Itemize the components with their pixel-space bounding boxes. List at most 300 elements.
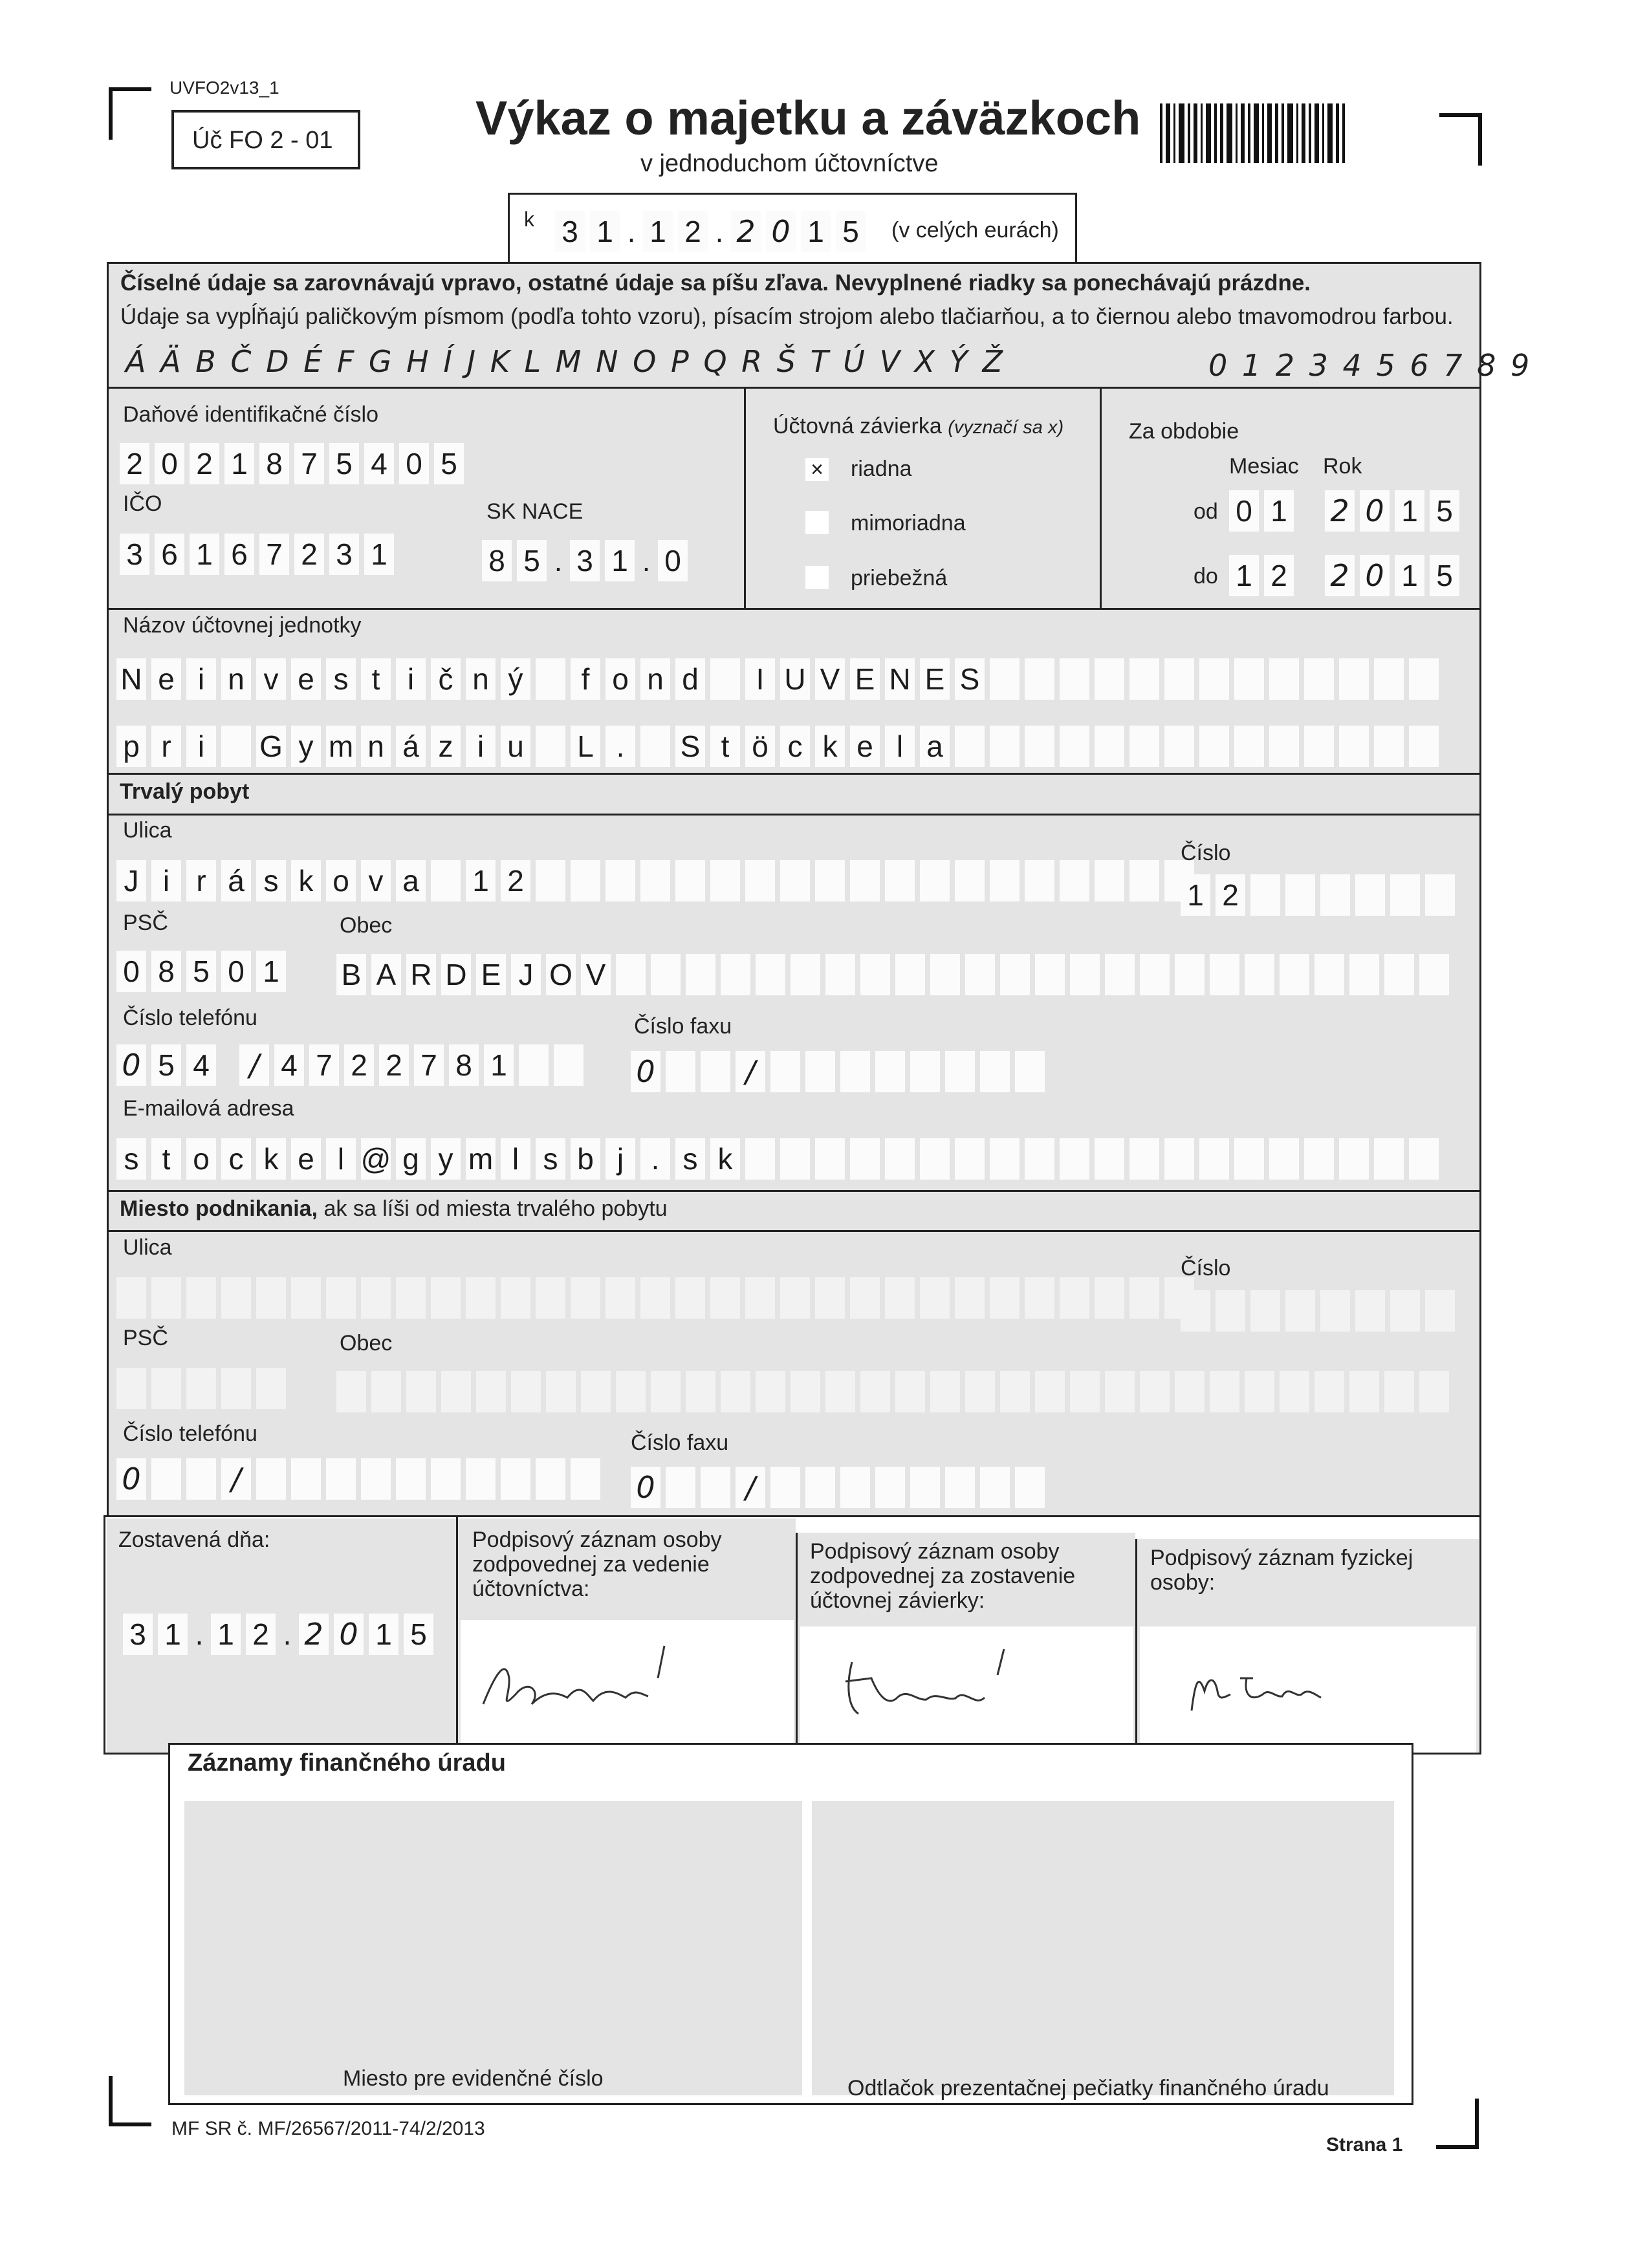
character-cell [840, 1051, 870, 1092]
date-char: 1 [590, 211, 620, 252]
character-cell [1070, 954, 1100, 995]
character-cell: E [850, 658, 880, 700]
character-cell: 7 [414, 1044, 444, 1086]
character-cell [1339, 658, 1369, 700]
month-char: 0 [1229, 490, 1259, 532]
character-cell: s [256, 860, 286, 902]
character-cell [791, 1371, 820, 1412]
character-cell: i [396, 658, 426, 700]
character-cell [1425, 874, 1455, 916]
evidence-number-label: Miesto pre evidenčné číslo [343, 2066, 604, 2091]
character-cell [221, 726, 251, 767]
sknace-char: 8 [482, 540, 512, 581]
compiled-label: Zostavená dňa: [118, 1528, 270, 1552]
residence-number-label: Číslo [1181, 841, 1231, 865]
character-cell [431, 1458, 461, 1500]
character-cell [1210, 1371, 1239, 1412]
period-from-label: od [1194, 499, 1218, 524]
character-cell [1095, 860, 1124, 902]
character-cell: 7 [309, 1044, 339, 1086]
character-cell [920, 1277, 950, 1319]
character-cell [1060, 658, 1089, 700]
character-cell [1419, 954, 1449, 995]
character-cell [571, 1458, 600, 1500]
business-street-cells[interactable] [116, 1277, 1194, 1319]
character-cell [536, 860, 565, 902]
character-cell [1355, 874, 1385, 916]
instructions-line2: Údaje sa vypĺňajú paličkovým písmom (podľa tohto vzoru), písacím strojom alebo tlačiarňou, a to čiernou alebo tmavomodrou farbou. [120, 304, 1454, 329]
sknace-label: SK NACE [486, 499, 583, 524]
business-phone-label: Číslo telefónu [123, 1421, 257, 1446]
character-cell [396, 1458, 426, 1500]
closing-priebezna-checkbox[interactable] [805, 566, 829, 589]
signature-closing [826, 1636, 1072, 1733]
character-cell [431, 860, 461, 902]
character-cell: n [361, 726, 391, 767]
entity-name-line2[interactable] [116, 726, 1439, 767]
character-cell: t [710, 726, 740, 767]
character-cell [1025, 726, 1054, 767]
month-char: 1 [1229, 555, 1259, 596]
ico-char: 1 [364, 534, 394, 575]
character-cell [701, 1051, 730, 1092]
signature-accounting-label: Podpisový záznam osoby zodpovednej za vedenie účtovníctva: [472, 1528, 722, 1601]
character-cell: l [885, 726, 915, 767]
character-cell: r [151, 726, 181, 767]
character-cell [860, 1371, 890, 1412]
character-cell: m [326, 726, 356, 767]
character-cell [955, 1138, 985, 1180]
character-cell [536, 1277, 565, 1319]
character-cell [1025, 658, 1054, 700]
character-cell [721, 954, 750, 995]
business-fax-cells[interactable] [631, 1467, 1045, 1508]
character-cell [291, 1277, 321, 1319]
character-cell [336, 1371, 366, 1412]
ministry-reference: MF SR č. MF/26567/2011-74/2/2013 [171, 2118, 485, 2139]
character-cell [1304, 726, 1334, 767]
period-from-month[interactable] [1229, 490, 1294, 532]
character-cell [930, 1371, 960, 1412]
character-cell [151, 1277, 181, 1319]
character-cell [666, 1051, 695, 1092]
character-cell: 0 [631, 1051, 660, 1092]
character-cell [1025, 1277, 1054, 1319]
form-title: Výkaz o majetku a záväzkoch [475, 91, 1141, 145]
sknace-char: 5 [517, 540, 547, 581]
character-cell [825, 954, 855, 995]
character-cell [1269, 658, 1299, 700]
character-cell [875, 1051, 905, 1092]
date-char: 3 [555, 211, 585, 252]
residence-email-cells[interactable] [116, 1138, 1439, 1180]
ico-cells[interactable] [120, 534, 394, 575]
business-section-label [120, 1196, 668, 1222]
character-cell [1095, 1138, 1124, 1180]
character-cell: o [326, 860, 356, 902]
uc-code: Úč FO 2 - 01 [192, 127, 333, 154]
character-cell [1070, 1371, 1100, 1412]
dic-char: 4 [364, 443, 394, 484]
character-cell: a [920, 726, 950, 767]
character-cell [1025, 860, 1054, 902]
form-code: UVFO2v13_1 [169, 78, 279, 98]
character-cell: o [186, 1138, 216, 1180]
character-cell: n [640, 658, 670, 700]
character-cell [710, 860, 740, 902]
character-cell [770, 1467, 800, 1508]
character-cell [1129, 658, 1159, 700]
character-cell [1060, 1138, 1089, 1180]
character-cell: s [536, 1138, 565, 1180]
character-cell [221, 1277, 251, 1319]
character-cell [1105, 1371, 1135, 1412]
character-cell [640, 726, 670, 767]
character-cell [476, 1371, 506, 1412]
character-cell [1035, 954, 1065, 995]
character-cell: 2 [299, 1614, 329, 1655]
character-cell [875, 1467, 905, 1508]
signature-closing-area[interactable] [800, 1626, 1133, 1753]
month-char: 2 [1264, 555, 1294, 596]
residence-section-label: Trvalý pobyt [120, 779, 250, 804]
ico-label: IČO [123, 491, 162, 516]
character-cell: e [850, 726, 880, 767]
character-cell [1374, 726, 1404, 767]
residence-town-label: Obec [340, 913, 393, 938]
character-cell: N [885, 658, 915, 700]
residence-fax-cells[interactable] [631, 1051, 1045, 1092]
character-cell [501, 1458, 530, 1500]
character-cell [666, 1467, 695, 1508]
closing-option-priebezna: priebežná [851, 566, 948, 590]
character-cell [920, 1138, 950, 1180]
character-cell [1216, 1290, 1245, 1332]
character-cell: 8 [449, 1044, 479, 1086]
character-cell [756, 1371, 785, 1412]
signature-closing-label: Podpisový záznam osoby zodpovednej za zostavenie účtovnej závierky: [810, 1539, 1076, 1613]
character-cell [686, 1371, 715, 1412]
character-cell: n [221, 658, 251, 700]
character-cell: A [371, 954, 401, 995]
character-cell [116, 1277, 146, 1319]
character-cell [1304, 1138, 1334, 1180]
residence-phone-cells[interactable] [116, 1044, 583, 1086]
character-cell: N [116, 658, 146, 700]
character-cell [1269, 726, 1299, 767]
sample-digits: 0 1 2 3 4 5 6 7 8 9 [1208, 348, 1532, 383]
residence-email-label: E-mailová adresa [123, 1096, 294, 1121]
character-cell: 0 [116, 951, 146, 992]
character-cell [256, 1458, 286, 1500]
character-cell [1105, 954, 1135, 995]
character-cell: E [920, 658, 950, 700]
entity-name-line1[interactable] [116, 658, 1439, 700]
character-cell [895, 1371, 925, 1412]
sknace-cells[interactable] [482, 540, 688, 581]
divider [744, 388, 746, 609]
character-cell [1025, 1138, 1054, 1180]
character-cell [1409, 726, 1439, 767]
divider [107, 1230, 1481, 1232]
stamp-label: Odtlačok prezentačnej pečiatky finančného úradu [847, 2076, 1329, 2101]
corner-mark-top-right [1439, 113, 1482, 166]
character-cell: k [815, 726, 845, 767]
year-char: 0 [1360, 555, 1390, 596]
business-fax-label: Číslo faxu [631, 1431, 729, 1455]
sknace-char: 3 [570, 540, 600, 581]
residence-psc-label: PSČ [123, 911, 168, 935]
character-cell: v [256, 658, 286, 700]
character-cell: S [955, 658, 985, 700]
character-cell [910, 1051, 940, 1092]
character-cell [1015, 1051, 1045, 1092]
corner-mark-bottom-left [109, 2076, 151, 2126]
character-cell: 1 [466, 860, 496, 902]
character-cell [1339, 726, 1369, 767]
character-cell: c [780, 726, 810, 767]
character-cell: s [675, 1138, 705, 1180]
character-cell [326, 1458, 356, 1500]
signature-person-area[interactable] [1140, 1626, 1476, 1753]
character-cell [1349, 954, 1379, 995]
residence-town-cells[interactable] [336, 954, 1449, 995]
stamp-area[interactable] [812, 1801, 1394, 2095]
dic-cells[interactable] [120, 443, 464, 484]
character-cell: L [571, 726, 600, 767]
character-cell [780, 1277, 810, 1319]
dic-char: 0 [399, 443, 429, 484]
character-cell [1060, 1277, 1089, 1319]
character-cell: 1 [369, 1614, 398, 1655]
character-cell: 4 [274, 1044, 304, 1086]
character-cell [701, 1467, 730, 1508]
character-cell [1320, 1290, 1350, 1332]
character-cell [1129, 1138, 1159, 1180]
character-cell: d [675, 658, 705, 700]
character-cell: l [501, 1138, 530, 1180]
character-cell: y [291, 726, 321, 767]
character-cell: v [361, 860, 391, 902]
residence-street-label: Ulica [123, 818, 172, 843]
character-cell [256, 1277, 286, 1319]
year-char: 2 [1325, 490, 1355, 532]
character-cell: g [396, 1138, 426, 1180]
character-cell: ý [501, 658, 530, 700]
character-cell: i [466, 726, 496, 767]
character-cell [1374, 1138, 1404, 1180]
character-cell: e [291, 1138, 321, 1180]
signature-accounting-area[interactable] [461, 1620, 794, 1753]
date-prefix: k [524, 208, 534, 231]
character-cell [1250, 874, 1280, 916]
closing-label [773, 414, 1063, 439]
entity-name-label: Názov účtovnej jednotky [123, 613, 362, 638]
character-cell [116, 1368, 146, 1409]
character-cell [990, 726, 1020, 767]
character-cell: 5 [151, 1044, 181, 1086]
character-cell [1199, 658, 1229, 700]
character-cell: G [256, 726, 286, 767]
character-cell [1164, 1138, 1194, 1180]
character-cell [815, 1277, 845, 1319]
year-char: 5 [1430, 490, 1459, 532]
date-char: 1 [801, 211, 831, 252]
character-cell: 2 [379, 1044, 409, 1086]
character-cell [186, 1458, 216, 1500]
character-cell [1164, 726, 1194, 767]
character-cell [1129, 726, 1159, 767]
character-cell [745, 1277, 775, 1319]
character-cell: R [406, 954, 436, 995]
character-cell [1285, 1290, 1315, 1332]
character-cell: / [736, 1051, 765, 1092]
closing-option-riadna: riadna [851, 457, 912, 481]
character-cell [1129, 1277, 1159, 1319]
month-char: 1 [1264, 490, 1294, 532]
character-cell [1095, 658, 1124, 700]
year-char: 2 [1325, 555, 1355, 596]
sknace-sep: . [642, 544, 651, 578]
character-cell: l [326, 1138, 356, 1180]
character-cell: k [291, 860, 321, 902]
business-section-note: ak sa líši od miesta trvalého pobytu [323, 1196, 668, 1221]
character-cell: 1 [484, 1044, 514, 1086]
closing-label-text: Účtovná závierka [773, 414, 942, 438]
character-cell [805, 1051, 835, 1092]
divider [1100, 388, 1102, 609]
character-cell [1390, 874, 1420, 916]
character-cell [780, 860, 810, 902]
ico-char: 3 [120, 534, 149, 575]
evidence-number-area[interactable] [184, 1801, 802, 2095]
character-cell [651, 954, 681, 995]
character-cell [955, 860, 985, 902]
character-cell [990, 860, 1020, 902]
character-cell: f [571, 658, 600, 700]
business-town-cells[interactable] [336, 1371, 1449, 1412]
character-cell [885, 1138, 915, 1180]
period-to-year[interactable] [1325, 555, 1459, 596]
character-cell [895, 954, 925, 995]
character-cell [186, 1368, 216, 1409]
compiled-date-cells[interactable] [123, 1614, 433, 1655]
character-cell: . [640, 1138, 670, 1180]
business-number-cells[interactable] [1181, 1290, 1455, 1332]
uc-code-box [171, 110, 360, 169]
character-cell [1349, 1371, 1379, 1412]
character-cell [1199, 726, 1229, 767]
character-cell: 3 [123, 1614, 153, 1655]
character-cell [431, 1277, 461, 1319]
character-cell [616, 954, 646, 995]
date-char: 2 [678, 211, 708, 252]
character-cell [980, 1467, 1010, 1508]
character-cell [805, 1467, 835, 1508]
character-cell: B [336, 954, 366, 995]
character-cell [756, 954, 785, 995]
character-cell: / [736, 1467, 765, 1508]
form-subtitle: v jednoduchom účtovníctve [640, 150, 939, 177]
barcode [1160, 103, 1345, 163]
character-cell: 2 [344, 1044, 374, 1086]
dic-char: 2 [120, 443, 149, 484]
character-cell: 5 [404, 1614, 433, 1655]
dic-char: 2 [190, 443, 219, 484]
character-cell [1320, 874, 1350, 916]
character-cell: 1 [256, 951, 286, 992]
character-cell: r [186, 860, 216, 902]
character-cell [965, 954, 995, 995]
character-cell [710, 1277, 740, 1319]
character-cell: s [326, 658, 356, 700]
character-cell: z [431, 726, 461, 767]
character-cell: 0 [221, 951, 251, 992]
character-cell: S [675, 726, 705, 767]
character-cell [945, 1051, 975, 1092]
character-cell: t [361, 658, 391, 700]
character-cell [221, 1044, 234, 1086]
business-phone-cells[interactable] [116, 1458, 600, 1500]
character-cell: á [221, 860, 251, 902]
character-cell [1175, 1371, 1205, 1412]
character-cell: p [116, 726, 146, 767]
sknace-char: 1 [605, 540, 635, 581]
character-cell: y [431, 1138, 461, 1180]
character-cell [1181, 1290, 1210, 1332]
business-section-title: Miesto podnikania, [120, 1196, 318, 1221]
character-cell [1060, 860, 1089, 902]
character-cell [850, 1277, 880, 1319]
business-psc-cells[interactable] [116, 1368, 286, 1409]
character-cell [745, 860, 775, 902]
character-cell [1409, 658, 1439, 700]
report-date-cells[interactable] [555, 211, 866, 252]
period-year-label: Rok [1323, 454, 1362, 479]
character-cell: 1 [158, 1614, 188, 1655]
dic-char: 7 [294, 443, 324, 484]
character-cell: i [186, 726, 216, 767]
period-label: Za obdobie [1129, 419, 1239, 444]
ico-char: 6 [155, 534, 184, 575]
residence-number-cells[interactable] [1181, 874, 1455, 916]
character-cell [605, 1277, 635, 1319]
character-cell [640, 860, 670, 902]
business-town-label: Obec [340, 1331, 393, 1355]
ico-char: 7 [259, 534, 289, 575]
character-cell [955, 1277, 985, 1319]
residence-psc-cells[interactable] [116, 951, 286, 992]
character-cell: . [605, 726, 635, 767]
ico-char: 1 [190, 534, 219, 575]
character-cell [546, 1371, 576, 1412]
character-cell [675, 1277, 705, 1319]
period-to-month[interactable] [1229, 555, 1294, 596]
residence-street-cells[interactable] [116, 860, 1194, 902]
character-cell [1060, 726, 1089, 767]
character-cell [1269, 1138, 1299, 1180]
dic-char: 5 [434, 443, 464, 484]
period-month-label: Mesiac [1229, 454, 1299, 479]
character-cell [151, 1458, 181, 1500]
character-cell [441, 1371, 471, 1412]
character-cell: E [476, 954, 506, 995]
period-from-year[interactable] [1325, 490, 1459, 532]
closing-label-note: (vyznačí sa x) [948, 417, 1064, 438]
closing-riadna-checkbox[interactable] [805, 458, 829, 481]
character-cell: U [780, 658, 810, 700]
closing-mimoriadna-checkbox[interactable] [805, 511, 829, 534]
